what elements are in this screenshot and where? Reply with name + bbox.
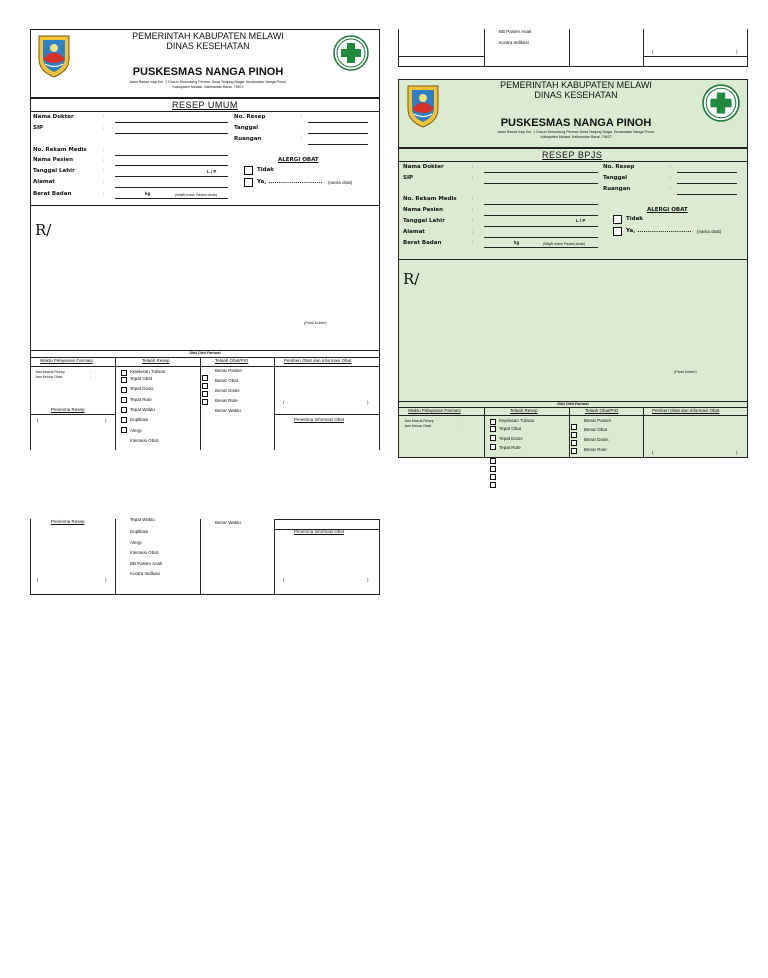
alergi-tidak-checkbox-bpjs[interactable] <box>613 215 622 224</box>
colon: : <box>458 419 459 423</box>
paren: ( <box>283 400 285 405</box>
check-benar-pasien[interactable] <box>202 375 208 381</box>
field-alamat-bpjs[interactable] <box>484 237 598 238</box>
alergi-tidak-label: Tidak <box>257 167 274 173</box>
label-berat-badan: Berat Badan <box>33 191 72 197</box>
label-sip-bpjs: SIP <box>403 175 414 181</box>
header-dept-bpjs: DINAS KESEHATAN <box>534 90 618 100</box>
col-sep <box>200 357 201 450</box>
item-kontra-top: Kontra Indikasi <box>499 40 529 45</box>
colon: : <box>301 114 303 119</box>
telaah-obat: Telaah Obat/PIO <box>215 358 249 363</box>
melawi-crest-graphic <box>405 83 441 129</box>
item-tepat-waktu: Tepat Waktu <box>130 407 155 412</box>
field-rekam-medis[interactable] <box>115 155 228 156</box>
telaah-obat-bpjs: Telaah Obat/PIO <box>585 408 619 413</box>
label-tanggal: Tanggal <box>234 125 259 131</box>
label-sip: SIP <box>33 125 44 131</box>
col-sep <box>115 357 116 450</box>
header-dept: DINAS KESEHATAN <box>166 41 250 51</box>
title-rule <box>30 111 380 112</box>
alergi-nama-obat-bpjs: (nama obat) <box>697 229 722 234</box>
penerima-informasi: Penerima Informasi Obat <box>294 417 345 422</box>
check-alergi[interactable] <box>121 427 127 433</box>
telaah-resep: Telaah Resep <box>142 358 170 363</box>
field-tanggal[interactable] <box>308 133 368 134</box>
item-benar-pasien: Benar Pasien <box>215 368 243 373</box>
check-benar-rute[interactable] <box>202 399 208 405</box>
col-sep <box>274 357 275 450</box>
kg-label-bpjs: kg <box>514 240 520 245</box>
paren: ) <box>736 49 738 54</box>
field-nama-pasien[interactable] <box>115 165 228 166</box>
field-ruangan-bpjs[interactable] <box>677 194 737 195</box>
field-nama-dokter[interactable] <box>115 122 228 123</box>
check-tepat-rute[interactable] <box>121 397 127 403</box>
penerima-informasi-2: Penerima Informasi Obat <box>294 529 345 534</box>
colon: : <box>670 164 672 169</box>
item-benar-waktu-2: Benar Waktu <box>215 520 241 525</box>
header-puskesmas-bpjs: PUSKESMAS NANGA PINOH <box>500 117 652 129</box>
alergi-ya-checkbox[interactable] <box>244 178 253 187</box>
colon: : <box>103 125 105 130</box>
item-benar-waktu: Benar Waktu <box>215 408 241 413</box>
colon: : <box>472 175 474 180</box>
label-tanggal-lahir: Tanggal Lahir <box>33 168 75 174</box>
item-tepat-dosis: Tepat Dosis <box>130 386 154 391</box>
lp-label: L / P <box>207 169 217 174</box>
paren: ) <box>105 577 107 582</box>
check-benar-obat[interactable] <box>202 383 208 389</box>
item-tepat-rute-bpjs: Tepat Rute <box>499 445 521 450</box>
col-sep <box>115 519 116 595</box>
colon: : <box>670 175 672 180</box>
label-ruangan-bpjs: Ruangan <box>603 186 631 192</box>
resep-bpjs-title: RESEP BPJS <box>542 150 603 160</box>
check-alergi-bpjs[interactable] <box>490 474 496 480</box>
paren: ) <box>367 577 369 582</box>
header-address-2: Kabupaten Melawi, Kalimantan Barat, 79672 <box>172 85 244 89</box>
kg-label: kg <box>145 191 151 196</box>
field-sip-bpjs[interactable] <box>484 183 598 184</box>
label-ruangan: Ruangan <box>234 136 262 142</box>
check-kejelasan[interactable] <box>121 370 127 376</box>
pharmacy-col-rule <box>398 415 748 416</box>
field-tanggal-lahir-bpjs[interactable] <box>484 226 598 227</box>
rx-symbol-bpjs: R/ <box>403 270 420 288</box>
item-benar-obat-bpjs: Benar Obat <box>584 427 608 432</box>
check-tepat-dosis[interactable] <box>121 387 127 393</box>
item-alergi-2: Alergi <box>130 540 142 545</box>
jam-keluar: Jam Keluar Obat <box>35 375 62 379</box>
alergi-title-bpjs: ALERGI OBAT <box>647 207 688 213</box>
title-rule <box>398 161 748 162</box>
colon: : <box>90 375 91 379</box>
field-tanggal-bpjs[interactable] <box>677 183 737 184</box>
check-duplikasi-bpjs[interactable] <box>490 466 496 472</box>
field-berat-badan-bpjs[interactable] <box>484 247 598 248</box>
waktu-pelayanan: Waktu Pelayanan Farmasi <box>40 358 93 363</box>
check-kejelasan-bpjs[interactable] <box>490 419 496 425</box>
cont-rule <box>274 519 380 520</box>
item-kejelasan-bpjs: Kejelasan Tulisan <box>499 418 535 423</box>
waktu-pelayanan-bpjs: Waktu Pelayanan Farmasi <box>408 408 461 413</box>
check-tepat-obat[interactable] <box>121 377 127 383</box>
check-benar-obat-bpjs[interactable] <box>571 432 577 438</box>
label-alamat-bpjs: Alamat <box>403 229 425 235</box>
alergi-tidak-label-bpjs: Tidak <box>626 216 643 222</box>
check-bb-anak-bpjs[interactable] <box>490 482 496 488</box>
alergi-title: ALERGI OBAT <box>278 157 319 163</box>
wajib-note: (Wajib untuk Pasien Anak) <box>175 193 218 197</box>
check-tepat-waktu-bpjs[interactable] <box>490 458 496 464</box>
colon: : <box>472 196 474 201</box>
melawi-crest-graphic <box>36 33 72 79</box>
paraf-dokter: (Paraf Dokter) <box>304 321 327 325</box>
item-bb-anak-2: BB Pasien Anak <box>130 561 163 566</box>
rx-writing-area[interactable] <box>31 210 379 348</box>
colon: : <box>472 240 474 245</box>
field-no-resep[interactable] <box>308 122 368 123</box>
colon: : <box>301 125 303 130</box>
pharmacy-col-rule <box>30 366 380 367</box>
penerima-rule <box>30 414 115 415</box>
check-tepat-waktu[interactable] <box>121 407 127 413</box>
item-kontra-2: Kontra Indikasi <box>130 571 160 576</box>
item-interaksi: Interaksi Obat <box>130 438 159 443</box>
col-sep <box>200 519 201 595</box>
paren: ) <box>367 400 369 405</box>
colon: : <box>103 191 105 196</box>
colon: : <box>472 229 474 234</box>
header-divider <box>398 147 748 149</box>
col-sep <box>643 29 644 67</box>
lp-label-bpjs: L / P <box>576 218 586 223</box>
paren: ( <box>652 49 654 54</box>
penerima-resep: Penerima Resep <box>51 407 85 412</box>
label-berat-badan-bpjs: Berat Badan <box>403 240 442 246</box>
label-alamat: Alamat <box>33 179 55 185</box>
header-address-1: Jalan Rawat Inap Km. 1 Dusun Serundung Permai, Desa Tanjung Niaga, Kecamatan Nanga Pinoh, <box>129 80 287 84</box>
col-sep <box>484 29 485 67</box>
colon: : <box>472 218 474 223</box>
header-address-1-bpjs: Jalan Rawat Inap Km. 1 Dusun Serundung Permai, Desa Tanjung Niaga, Kecamatan Nanga Pinoh, <box>497 130 655 134</box>
item-benar-dosis-bpjs: Benar Dosis <box>584 437 609 442</box>
label-nama-dokter: Nama Dokter <box>33 114 74 120</box>
check-duplikasi[interactable] <box>121 417 127 423</box>
colon: : <box>472 207 474 212</box>
item-tepat-rute: Tepat Rute <box>130 397 152 402</box>
field-nama-dokter-bpjs[interactable] <box>484 172 598 173</box>
fields-bottom-rule <box>398 259 748 260</box>
field-alamat[interactable] <box>115 187 228 188</box>
penerima-resep-2: Penerima Resep <box>51 519 85 524</box>
item-benar-rute-bpjs: Benar Rute <box>584 447 607 452</box>
header-address-2-bpjs: Kabupaten Melawi, Kalimantan Barat, 79672 <box>540 135 612 139</box>
item-benar-obat: Benar Obat <box>215 378 239 383</box>
paren: ( <box>37 577 39 582</box>
colon: : <box>90 370 91 374</box>
label-rekam-medis: No. Rekam Medis <box>33 147 87 153</box>
check-benar-pasien-bpjs[interactable] <box>571 424 577 430</box>
item-duplikasi-2: Duplikasi <box>130 529 149 534</box>
paren: ) <box>105 418 107 423</box>
label-nama-pasien: Nama Pasien <box>33 157 74 163</box>
check-benar-rute-bpjs[interactable] <box>571 448 577 454</box>
check-tepat-obat-bpjs[interactable] <box>490 426 496 432</box>
label-rekam-medis-bpjs: No. Rekam Medis <box>403 196 457 202</box>
label-tanggal-lahir-bpjs: Tanggal Lahir <box>403 218 445 224</box>
field-rekam-medis-bpjs[interactable] <box>484 204 598 205</box>
item-tepat-waktu-2: Tepat Waktu <box>130 517 155 522</box>
item-tepat-obat-bpjs: Tepat Obat <box>499 426 522 431</box>
field-tanggal-lahir[interactable] <box>115 176 228 177</box>
jam-keluar-bpjs: Jam Keluar Obat <box>404 424 431 428</box>
item-kejelasan: Kejelasan Tulisan <box>130 369 166 374</box>
jam-masuk-bpjs: Jam Masuk Resep <box>404 419 434 423</box>
alergi-ya-label: Ya, .......................... <box>257 179 323 185</box>
item-benar-pasien-bpjs: Benar Pasien <box>584 418 612 423</box>
rx-symbol: R/ <box>35 221 52 239</box>
field-ruangan[interactable] <box>308 144 368 145</box>
item-tepat-dosis-bpjs: Tepat Dosis <box>499 436 523 441</box>
alergi-ya-label-bpjs: Ya, .......................... <box>626 228 692 234</box>
check-tepat-dosis-bpjs[interactable] <box>490 435 496 441</box>
item-alergi: Alergi <box>130 428 142 433</box>
label-no-resep: No. Resep <box>234 114 266 120</box>
field-no-resep-bpjs[interactable] <box>677 172 737 173</box>
telaah-resep-bpjs: Telaah Resep <box>510 408 538 413</box>
wajib-note-bpjs: (Wajib untuk Pasien Anak) <box>543 242 586 246</box>
field-berat-badan[interactable] <box>115 198 228 199</box>
check-benar-dosis[interactable] <box>202 391 208 397</box>
paraf-dokter-bpjs: (Paraf Dokter) <box>674 370 697 374</box>
pemberi-obat: Pemberi Obat dan Informasi Obat <box>284 358 352 363</box>
health-cross-icon <box>333 35 369 71</box>
paren: ( <box>652 450 654 455</box>
paren: ( <box>37 418 39 423</box>
pemberi-obat-bpjs: Pemberi Obat dan Informasi Obat <box>652 408 720 413</box>
alergi-tidak-checkbox[interactable] <box>244 166 253 175</box>
fields-bottom-rule <box>30 205 380 206</box>
paren: ( <box>283 577 285 582</box>
item-interaksi-2: Interaksi Obat <box>130 550 159 555</box>
label-nama-pasien-bpjs: Nama Pasien <box>403 207 444 213</box>
header-divider <box>30 97 380 99</box>
header-gov-bpjs: PEMERINTAH KABUPATEN MELAWI <box>500 80 652 90</box>
col-sep <box>569 29 570 67</box>
colon: : <box>103 114 105 119</box>
colon: : <box>301 136 303 141</box>
diisi-farmasi: Diisi Oleh Farmasi <box>189 351 221 355</box>
alergi-nama-obat: (nama obat) <box>328 180 353 185</box>
header-puskesmas: PUSKESMAS NANGA PINOH <box>132 66 284 78</box>
item-benar-dosis: Benar Dosis <box>215 388 240 393</box>
item-bb-anak-top: BB Pasien Anak <box>499 29 532 34</box>
colon: : <box>103 147 105 152</box>
label-nama-dokter-bpjs: Nama Dokter <box>403 164 444 170</box>
field-sip[interactable] <box>115 133 228 134</box>
colon: : <box>670 186 672 191</box>
melawi-crest-logo <box>36 33 72 79</box>
colon: : <box>458 424 459 428</box>
item-benar-rute: Benar Rute <box>215 398 238 403</box>
frag-rule <box>643 56 748 57</box>
resep-umum-title: RESEP UMUM <box>172 100 238 110</box>
pemberi-rule <box>274 414 380 415</box>
item-tepat-obat: Tepat Obat <box>130 376 153 381</box>
jam-masuk: Jam Masuk Resep <box>35 370 65 374</box>
label-no-resep-bpjs: No. Resep <box>603 164 635 170</box>
check-benar-dosis-bpjs[interactable] <box>571 440 577 446</box>
diisi-farmasi-bpjs: Diisi Oleh Farmasi <box>557 402 589 406</box>
colon: : <box>103 168 105 173</box>
field-nama-pasien-bpjs[interactable] <box>484 215 598 216</box>
alergi-ya-checkbox-bpjs[interactable] <box>613 227 622 236</box>
colon: : <box>103 179 105 184</box>
label-tanggal-bpjs: Tanggal <box>603 175 628 181</box>
header-gov: PEMERINTAH KABUPATEN MELAWI <box>132 31 284 41</box>
rx-writing-area-bpjs[interactable] <box>399 262 747 400</box>
colon: : <box>103 157 105 162</box>
colon: : <box>472 164 474 169</box>
check-tepat-rute-bpjs[interactable] <box>490 444 496 450</box>
health-cross-icon <box>702 84 740 122</box>
frag-rule <box>398 56 484 57</box>
item-duplikasi: Duplikasi <box>130 417 149 422</box>
fragment-box <box>398 29 748 67</box>
melawi-crest-logo-bpjs <box>405 83 441 129</box>
paren: ) <box>736 450 738 455</box>
col-sep <box>274 519 275 595</box>
